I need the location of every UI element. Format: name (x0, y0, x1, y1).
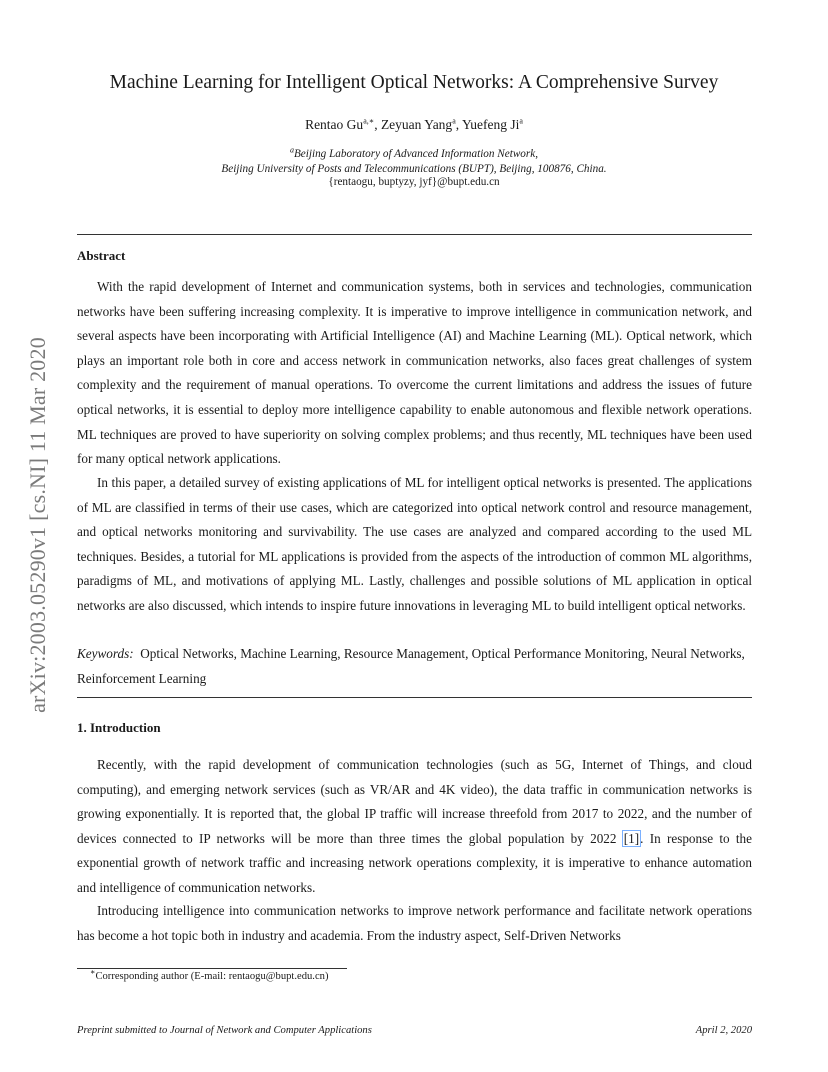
abstract-paragraph-2-text: In this paper, a detailed survey of existing applications of ML for intelligent optical networks is presented. The applications of ML are classified in terms of their use cases, which are categorized into optical network control and resource management, and optical networks monitoring and survivability. The use cases are analyzed and compared according to the used ML techniques. Besides, a tutorial for ML applications is provided from the aspects of the introduction of common ML algorithms, paradigms of ML, and motivations of applying ML. Lastly, challenges and possible solutions of ML application in optical networks are also discussed, which intends to inspire future innovations in leveraging ML to build intelligent optical networks. (77, 475, 752, 613)
author-name: Rentao Gu (305, 117, 364, 132)
author-affil-mark: a (452, 116, 456, 126)
author-list: Rentao $Gu^{a,∗}$, Zeyuan Yang$^a$, Yuefeng Ji$^a$ (305, 116, 523, 132)
footnote-text: Corresponding author (E-mail: rentaogu@bupt.edu.cn) (95, 971, 329, 982)
affiliation-mark: a (289, 145, 294, 155)
intro-paragraph-2-text: Introducing intelligence into communication networks to improve network performance and facilitate network operations has become a hot topic both in industry and academia. From the industry aspect, Self-Driven Networks (77, 903, 752, 943)
keywords-label: Keywords: (77, 646, 134, 661)
footer-journal: Preprint submitted to Journal of Network and Computer Applications (77, 1025, 372, 1036)
arxiv-stamp-text: arXiv:2003.05290v1 [cs.NI] 11 Mar 2020 (25, 336, 50, 713)
affiliation-line-1 (0, 145, 828, 160)
abstract-paragraph-1-text: With the rapid development of Internet and communication systems, both in services and technologies, communication networks have been suffering increasing complexity. It is imperative to improve intelligence in communication network, and several aspects have been incorporating with Artificial Intelligence (AI) and Machine Learning (ML). Optical network, which plays an important role both in core and access network in communication networks, also faces great challenges of system complexity and the requirement of manual operations. To overcome the current limitations and address the issues of future optical networks, it is essential to deploy more intelligence capability to enable autonomous and flexible network operations. ML techniques are proved to have superiority on solving complex problems; and thus recently, ML techniques have been used for many optical network applications. (77, 279, 752, 467)
author-name: Yuefeng Ji (462, 117, 520, 132)
affiliation-line-2: Beijing University of Posts and Telecommunications (BUPT), Beijing, 100876, China. (221, 163, 607, 175)
intro-paragraph-1-text-b: . In response to the exponential growth of network traffic and increasing network operations complexity, it is imperative to enhance automation and intelligence of communication networks. (77, 830, 752, 895)
author-emails: {rentaogu, buptyzy, jyf}@bupt.edu.cn (328, 176, 500, 188)
abstract-paragraph-2 (77, 471, 752, 619)
citation-link[interactable]: [1] (623, 830, 640, 846)
section-heading-introduction: 1. Introduction (77, 720, 161, 735)
arxiv-stamp (20, 292, 56, 757)
author-affil-mark: a,∗ (363, 116, 375, 126)
footnote-mark: ∗ (90, 967, 96, 977)
keywords (77, 642, 752, 691)
intro-paragraph-1-text-a: Recently, with the rapid development of communication technologies (such as 5G, Internet of Things, and cloud computing), and emerging network services (such as VR/AR and 4K video), the data traffic in communication networks is growing exponentially. It is reported that, the global IP traffic will increase threefold from 2017 to 2022, and the number of devices connected to IP networks will be more than three times the global population by 2022 (77, 757, 752, 846)
keywords-list: Optical Networks, Machine Learning, Resource Management, Optical Performance Monitoring, Neural Networks, Reinforcement Learning (77, 646, 745, 686)
paper-title: Machine Learning for Intelligent Optical Networks: A Comprehensive Survey (109, 72, 719, 93)
affiliation-text: Beijing Laboratory of Advanced Information Network, (293, 148, 539, 160)
author-affil-mark: a (519, 116, 523, 126)
intro-paragraph-1 (77, 753, 752, 901)
footer-date: April 2, 2020 (695, 1025, 752, 1036)
abstract-heading: Abstract (77, 248, 126, 263)
abstract-paragraph-1 (77, 275, 752, 472)
author-name: Zeyuan Yang (380, 117, 453, 132)
abstract-top-rule (77, 234, 752, 235)
abstract-bottom-rule (77, 697, 752, 698)
footnote (90, 967, 329, 982)
intro-paragraph-2 (77, 899, 752, 948)
footnote-rule (77, 968, 347, 969)
